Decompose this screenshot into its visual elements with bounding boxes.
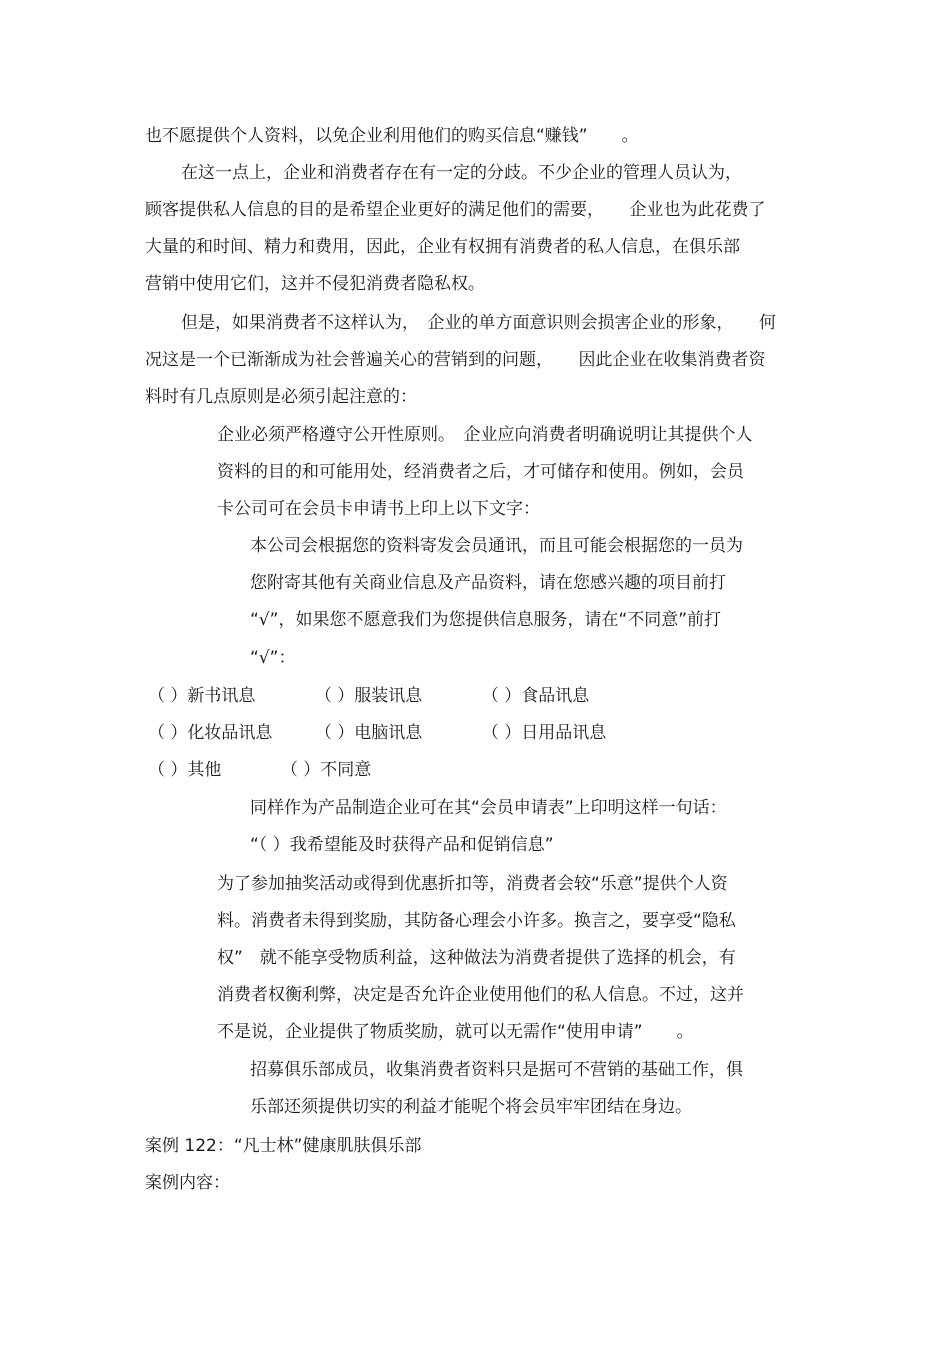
paragraph-line: 也不愿提供个人资料，以免企业利用他们的购买信息“赚钱” 。 <box>145 126 639 146</box>
checkbox-option-line: （ ）新书讯息 （ ）服装讯息 （ ）食品讯息 <box>148 686 590 706</box>
paragraph-line: “（ ）我希望能及时获得产品和促销信息” <box>250 835 554 855</box>
paragraph-line: 料时有几点原则是必须引起注意的： <box>145 387 417 407</box>
paragraph-line: 资料的目的和可能用处，经消费者之后，才可储存和使用。例如，会员 <box>217 462 744 482</box>
paragraph-line: 不是说，企业提供了物质奖励，就可以无需作“使用申请” 。 <box>217 1022 694 1042</box>
paragraph-line: 料。消费者未得到奖励，其防备心理会小许多。换言之，要享受“隐私 <box>217 911 736 931</box>
paragraph-line: 消费者权衡利弊，决定是否允许企业使用他们的私人信息。不过，这并 <box>217 985 744 1005</box>
paragraph-line: 大量的和时间、精力和费用，因此，企业有权拥有消费者的私人信息，在俱乐部 <box>145 237 740 257</box>
checkbox-option-line: （ ）其他 （ ）不同意 <box>148 760 372 780</box>
case-heading: 案例 122：“凡士林”健康肌肤俱乐部 <box>145 1136 422 1156</box>
paragraph-line: 同样作为产品制造企业可在其“会员申请表”上印明这样一句话： <box>250 798 727 818</box>
paragraph-line: 本公司会根据您的资料寄发会员通讯，而且可能会根据您的一员为 <box>250 536 743 556</box>
paragraph-line: 为了参加抽奖活动或得到优惠折扣等，消费者会较“乐意”提供个人资 <box>217 874 728 894</box>
case-content-label: 案例内容： <box>145 1173 230 1193</box>
paragraph-line: 顾客提供私人信息的目的是希望企业更好的满足他们的需要， 企业也为此花费了 <box>145 200 766 220</box>
paragraph-line: 乐部还须提供切实的利益才能呢个将会员牢牢团结在身边。 <box>250 1097 692 1117</box>
paragraph-line: “√”，如果您不愿意我们为您提供信息服务，请在“不同意”前打 <box>250 610 722 630</box>
paragraph-line: 招募俱乐部成员，收集消费者资料只是据可不营销的基础工作，俱 <box>250 1060 743 1080</box>
paragraph-line: 您附寄其他有关商业信息及产品资料，请在您感兴趣的项目前打 <box>250 573 726 593</box>
paragraph-line: 但是，如果消费者不这样认为， 企业的单方面意识则会损害企业的形象， 何 <box>181 313 776 333</box>
paragraph-line: 营销中使用它们，这并不侵犯消费者隐私权。 <box>145 274 485 294</box>
paragraph-line: 在这一点上，企业和消费者存在有一定的分歧。不少企业的管理人员认为， <box>181 163 742 183</box>
paragraph-line: 企业必须严格遵守公开性原则。 企业应向消费者明确说明让其提供个人 <box>217 425 753 445</box>
paragraph-line: 况这是一个已渐渐成为社会普遍关心的营销到的问题， 因此企业在收集消费者资 <box>145 350 766 370</box>
checkbox-option-line: （ ）化妆品讯息 （ ）电脑讯息 （ ）日用品讯息 <box>148 723 607 743</box>
paragraph-line: 卡公司可在会员卡申请书上印上以下文字： <box>217 499 540 519</box>
paragraph-line: “√”： <box>250 648 296 668</box>
paragraph-line: 权” 就不能享受物质利益，这种做法为消费者提供了选择的机会，有 <box>217 948 736 968</box>
